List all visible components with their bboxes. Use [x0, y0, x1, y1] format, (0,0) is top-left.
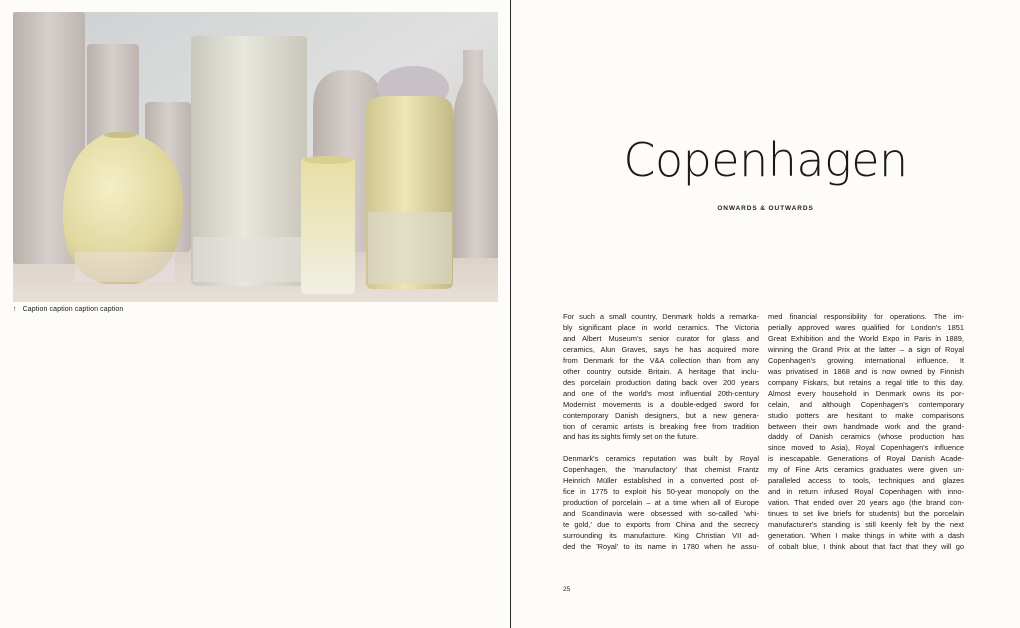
caption-arrow-icon: ↑ — [13, 306, 17, 313]
article-subtitle: ONWARDS & OUTWARDS — [717, 205, 814, 212]
text-line: Almost every household in Denmark owns its por- — [768, 388, 964, 398]
text-line: vation. That ended over 20 years ago (the brand con- — [768, 498, 964, 508]
text-line: Copenhagen's growing international influence. It — [768, 355, 964, 365]
photo-caption — [13, 306, 123, 313]
text-line: Copenhagen, the 'manufactory' that chemist Frantz — [563, 465, 759, 475]
text-line: studio potters are hesitant to make comparisons — [768, 410, 964, 420]
ceramic-vases-photo — [13, 12, 498, 302]
body-column-2 — [768, 312, 964, 553]
text-line: manufacturer's standing is still keenly felt by the next — [768, 520, 964, 530]
text-line: tion of ceramic artists is breaking free from tradition — [563, 421, 759, 431]
text-line: since moved to Asia), Royal Copenhagen's influence — [768, 443, 964, 453]
text-line: and in return infused Royal Copenhagen with inno- — [768, 487, 964, 497]
text-line: Heinrich Müller established in a converted post of- — [563, 476, 759, 486]
text-line: and has its sights firmly set on the future. — [563, 432, 699, 442]
text-line: Great Exhibition and the World Expo in Paris in 1889, — [768, 333, 964, 343]
text-line: Modernist movements is a double-edged sword for — [563, 399, 759, 409]
text-line: generation. 'When I make things in white with a dash — [768, 531, 964, 541]
text-line: company Fiskars, but retains a regal title to this day. — [768, 377, 964, 387]
text-line: winning the Grand Prix at the latter – a sign of Royal — [768, 344, 964, 354]
text-line: perially approved wares qualified for London's 1851 — [768, 322, 964, 332]
text-line: my of Fine Arts ceramics graduates were given un- — [768, 465, 964, 475]
text-line: tinues to set live briefs for students) but the porcelain — [768, 509, 964, 519]
text-line: and one of the world's most influential 20th-century — [563, 388, 759, 398]
text-line: Denmark's ceramics reputation was built by Royal — [563, 454, 759, 464]
text-line: ded the 'Royal' to its name in 1780 when he assu- — [563, 542, 759, 552]
text-line: and Albert Museum's senior curator for glass and — [563, 333, 759, 343]
body-column-1 — [563, 312, 759, 553]
text-line: from Denmark for the V&A collection than from any — [563, 355, 759, 365]
paragraph-2 — [563, 454, 759, 553]
text-line: surrounding its manufacture. King Christian VII ad- — [563, 531, 759, 541]
paragraph-continued — [768, 312, 964, 553]
caption-text: Caption caption caption caption — [22, 306, 124, 313]
text-line: production of porcelain – at a time when all of Europe — [563, 498, 759, 508]
text-line: paralleled access to tools, techniques and glazes — [768, 476, 964, 486]
text-line: For such a small country, Denmark holds a remarka- — [563, 312, 759, 321]
paragraph-1 — [563, 312, 759, 443]
text-line: contemporary Danish designers, but a new genera- — [563, 410, 759, 420]
text-line: celain, and although Copenhagen's contemporary — [768, 399, 964, 409]
text-line: ceramics, Alun Graves, says he has acquired more — [563, 344, 759, 354]
text-line: is inescapable. Generations of Royal Danish Acade- — [768, 454, 964, 464]
text-line: was privatised in 1868 and is now owned by Finnish — [768, 366, 964, 376]
text-line: bly significant place in world ceramics. The Victoria — [563, 322, 759, 332]
text-line: med financial responsibility for operations. The im- — [768, 312, 964, 321]
text-line: daddy of Danish ceramics (whose production has — [768, 432, 964, 442]
text-line: between their own handmade work and the grand- — [768, 421, 964, 431]
right-page — [511, 0, 1020, 628]
text-line: and Scandinavia were obsessed with so-called 'whi- — [563, 509, 759, 519]
text-line: other country outside Britain. A heritage that inclu- — [563, 366, 759, 376]
text-line: fice in 1775 to exploit his 50-year monopoly on the — [563, 487, 759, 497]
text-line: of cobalt blue, I think about that fact that they will go — [768, 542, 964, 552]
text-line: te gold,' due to exports from China and the secrecy — [563, 520, 759, 530]
article-title: Copenhagen — [623, 133, 908, 187]
text-line: des porcelain production dating back over 200 years — [563, 377, 759, 387]
page-number: 25 — [563, 586, 571, 593]
